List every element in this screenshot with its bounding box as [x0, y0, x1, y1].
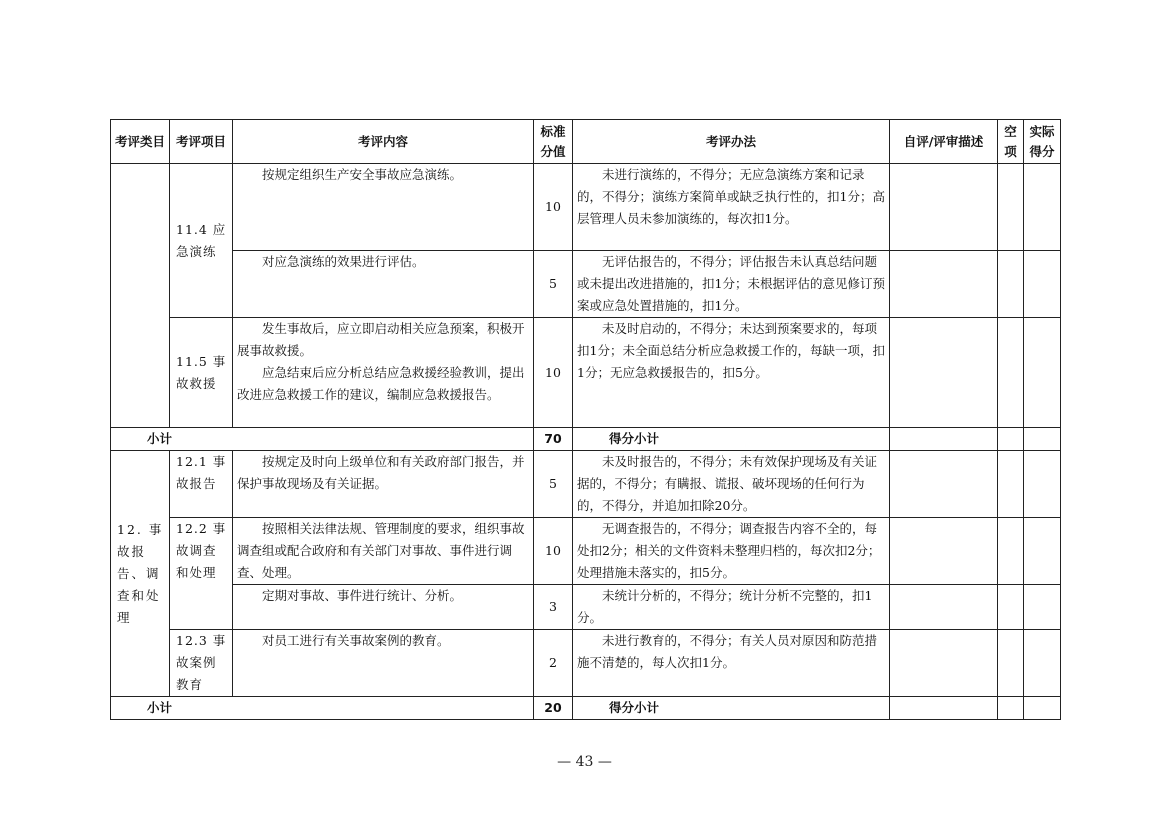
method-cell: 未及时报告的，不得分；未有效保护现场及有关证据的，不得分；有瞒报、谎报、破坏现场的任何行为的，不得分，并追加扣除20分。 — [573, 451, 890, 518]
blank-cell[interactable] — [998, 164, 1024, 251]
table-row — [111, 318, 1061, 428]
content-cell: 对应急演练的效果进行评估。 — [233, 251, 534, 318]
actual-score-cell[interactable] — [1024, 318, 1061, 428]
table-row — [111, 518, 1061, 585]
blank-cell[interactable] — [998, 251, 1024, 318]
table-header-row — [111, 120, 1061, 164]
self-review-cell[interactable] — [890, 318, 998, 428]
blank-cell[interactable] — [998, 518, 1024, 585]
standard-cell: 3 — [534, 585, 573, 630]
method-cell: 未统计分析的，不得分；统计分析不完整的，扣1分。 — [573, 585, 890, 630]
header-self-review: 自评/评审描述 — [890, 120, 998, 164]
standard-cell: 5 — [534, 251, 573, 318]
actual-score-cell[interactable] — [1024, 164, 1061, 251]
table-row — [111, 451, 1061, 518]
method-cell: 未及时启动的，不得分；未达到预案要求的，每项扣1分；未全面总结分析应急救援工作的，每缺一项，扣1分；无应急救援报告的，扣5分。 — [573, 318, 890, 428]
content-paragraph: 应急结束后应分析总结应急救援经验教训，提出改进应急救援工作的建议，编制应急救援报告。 — [237, 365, 525, 402]
content-cell: 按规定组织生产安全事故应急演练。 — [233, 164, 534, 251]
actual-score-cell[interactable] — [1024, 518, 1061, 585]
method-cell: 无评估报告的，不得分；评估报告未认真总结问题或未提出改进措施的，扣1分；未根据评估的意见修订预案或应急处置措施的，扣1分。 — [573, 251, 890, 318]
subtotal-self-review-cell[interactable] — [890, 697, 998, 720]
self-review-cell[interactable] — [890, 518, 998, 585]
subtotal-row — [111, 428, 1061, 451]
header-blank: 空项 — [998, 120, 1024, 164]
self-review-cell[interactable] — [890, 585, 998, 630]
subtotal-label: 小计 — [111, 428, 534, 451]
content-cell — [233, 318, 534, 428]
subtotal-standard: 70 — [534, 428, 573, 451]
standard-cell: 10 — [534, 164, 573, 251]
item-11-4: 11.4 应急演练 — [170, 164, 233, 318]
header-category: 考评类目 — [111, 120, 170, 164]
actual-score-cell[interactable] — [1024, 630, 1061, 697]
subtotal-row — [111, 697, 1061, 720]
header-standard: 标准分值 — [534, 120, 573, 164]
subtotal-method-label: 得分小计 — [573, 697, 890, 720]
self-review-cell[interactable] — [890, 251, 998, 318]
subtotal-actual-cell[interactable] — [1024, 697, 1061, 720]
header-method: 考评办法 — [573, 120, 890, 164]
content-cell: 对员工进行有关事故案例的教育。 — [233, 630, 534, 697]
subtotal-blank-cell[interactable] — [998, 697, 1024, 720]
blank-cell[interactable] — [998, 585, 1024, 630]
category-cell-empty — [111, 164, 170, 428]
standard-cell: 2 — [534, 630, 573, 697]
subtotal-standard: 20 — [534, 697, 573, 720]
header-content: 考评内容 — [233, 120, 534, 164]
subtotal-method-label: 得分小计 — [573, 428, 890, 451]
content-cell: 按照相关法律法规、管理制度的要求，组织事故调查组或配合政府和有关部门对事故、事件进行调查、处理。 — [233, 518, 534, 585]
table-row — [111, 585, 1061, 630]
page-number: — 43 — — [557, 754, 612, 770]
category-12: 12. 事故报告、调查和处理 — [111, 451, 170, 697]
actual-score-cell[interactable] — [1024, 251, 1061, 318]
item-12-2: 12.2 事故调查和处理 — [170, 518, 233, 630]
subtotal-actual-cell[interactable] — [1024, 428, 1061, 451]
self-review-cell[interactable] — [890, 630, 998, 697]
blank-cell[interactable] — [998, 630, 1024, 697]
subtotal-self-review-cell[interactable] — [890, 428, 998, 451]
header-item: 考评项目 — [170, 120, 233, 164]
method-cell: 无调查报告的，不得分；调查报告内容不全的，每处扣2分；相关的文件资料未整理归档的，每次扣2分；处理措施未落实的，扣5分。 — [573, 518, 890, 585]
subtotal-label: 小计 — [111, 697, 534, 720]
item-12-1: 12.1 事故报告 — [170, 451, 233, 518]
method-cell: 未进行教育的，不得分；有关人员对原因和防范措施不清楚的，每人次扣1分。 — [573, 630, 890, 697]
table-row — [111, 164, 1061, 251]
header-actual: 实际得分 — [1024, 120, 1061, 164]
table-row — [111, 630, 1061, 697]
actual-score-cell[interactable] — [1024, 451, 1061, 518]
standard-cell: 5 — [534, 451, 573, 518]
self-review-cell[interactable] — [890, 164, 998, 251]
method-cell: 未进行演练的，不得分；无应急演练方案和记录的，不得分；演练方案简单或缺乏执行性的，扣1分；高层管理人员未参加演练的，每次扣1分。 — [573, 164, 890, 251]
content-paragraph: 发生事故后，应立即启动相关应急预案，积极开展事故救援。 — [237, 321, 525, 358]
blank-cell[interactable] — [998, 318, 1024, 428]
item-12-3: 12.3 事故案例教育 — [170, 630, 233, 697]
self-review-cell[interactable] — [890, 451, 998, 518]
blank-cell[interactable] — [998, 451, 1024, 518]
actual-score-cell[interactable] — [1024, 585, 1061, 630]
subtotal-blank-cell[interactable] — [998, 428, 1024, 451]
table-row — [111, 251, 1061, 318]
content-cell: 按规定及时向上级单位和有关政府部门报告，并保护事故现场及有关证据。 — [233, 451, 534, 518]
standard-cell: 10 — [534, 318, 573, 428]
content-cell: 定期对事故、事件进行统计、分析。 — [233, 585, 534, 630]
evaluation-table — [110, 119, 1061, 720]
item-11-5: 11.5 事故救援 — [170, 318, 233, 428]
standard-cell: 10 — [534, 518, 573, 585]
